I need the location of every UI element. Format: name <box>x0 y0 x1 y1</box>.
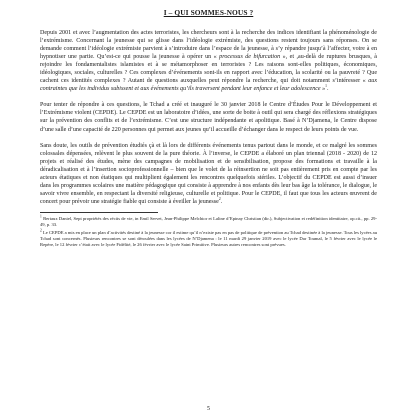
paragraph-prevention <box>40 142 377 206</box>
paragraph-intro-italic: processus de bifurcation <box>219 54 281 61</box>
page-title: I – QUI SOMMES-NOUS ? <box>163 8 254 17</box>
footnote-2-number: 2 <box>40 228 42 233</box>
paragraph-intro-tail: . <box>326 86 329 93</box>
footnote-divider <box>40 212 158 213</box>
footnote-1-text: Bertaux Daniel, Sept propriétés des récits de vie, in Emil Servet, Jean-Philippe Melchior et Laline d’Epinay Christian (dir.), Subjectivation et redéfinition identitaire, op.cit., pp. 29-49, p. 33. <box>40 215 377 227</box>
footnote-1 <box>40 216 377 228</box>
paragraph-prevention-text: Sans doute, les outils de prévention étudiés çà et là lors de différents événements tenus partout dans le monde, et ce malgré les sommes colossales dépensées, relèvent le plus souvent de la pure théorie. À l’inverse, le CEPDE a élaboré un plan triennal (2018 - 2020) de 12 projets et réalisé des études, mène des campagnes de mobilisation et de sensibilisation, propose des formations et travaille à la déradicalisation et à l’insertion socioprofessionnelle – bien que le volet de la réinsertion ne soit pas entièrement pris en compte par les acteurs étatiques et non étatiques qui multiplient également les rencontres quelquefois stériles. L’objectif du CEPDE est aussi d’insuer dans les programmes scolaires une matière pédagogique qui consiste à apprendre à nos enfants dès leur bas âge la tolérance, le dialogue, le savoir vivre ensemble, en respectant la diversité religieuse, culturelle et politique. Pour le CEPDE, il faut que tous les acteurs œuvrent de concert pour prévoir une stratégie fiable qui consiste à éveiller la jeunesse <box>40 142 377 205</box>
paragraph-intro-text-b: , et ,au-delà de ruptures brusques, à rejoindre les fondamentalistes islamistes et à se métamorphoser en terroristes ? Les raisons sont-elles politiques, économiques, idéologiques, sociales, culturelles ? Ces complexes d’événements sont-ils en rapport avec l’éducation, la scolarité ou la pauvreté ? Que cachent ces identités complexes ? Autant de questions auxquelles peut répondre la recherche, qui doit notamment s’intéresser « <box>40 54 377 85</box>
paragraph-intro-quote: aux contraintes que les individus subissent et aux événements qu’ils traversent pendant leur enfance et leur adolescence <box>40 78 377 93</box>
footnote-1-number: 1 <box>40 214 42 219</box>
paragraph-prevention-tail: . <box>220 198 223 205</box>
paragraph-intro: Depuis 2001 et avec l’augmentation des actes terroristes, les chercheurs sont à la recherche des indices identifiant la phénoménologie de l’extrémisme. Concernant la jeunesse qui se glisse dans l’idéologie extrémiste, des questions restent toujours sans réponses. On se demande comment l’idéologie extrémiste parvient à s’introduire dans l’espace de la jeunesse, à s’y répandre jusqu’à l’affecter, voire à en hypnotiser une partie. Qu’est-ce qui pousse la jeunesse à opérer un « processus de bifurcation », et ,au-delà de ruptures brusques, à rejoindre les fondamentalistes islamistes et à se métamorphoser en terroristes ? Les raisons sont-elles politiques, économiques, idéologiques, sociales, culturelles ? Ces complexes d’événements sont-ils en rapport avec l’éducation, la scolarité ou la pauvreté ? Que cachent ces identités complexes ? Autant de questions auxquelles peut répondre la recherche, qui doit notamment s’intéresser « aux contraintes que les individus subissent et aux événements qu’ils traversent pendant leur enfance et leur adolescence »$^1$. <box>40 30 377 93</box>
paragraph-cepde: Pour tenter de répondre à ces questions, le Tchad a créé et inauguré le 30 janvier 2018 le Centre d’Études Pour le Développement et l’Extrémisme violent (CEPDE). Le CEPDE est un laboratoire d’idées, une sorte de boite à outil qui sera chargé des réflexions stratégiques sur la prévention des conflits et de l’extrémisme. C’est une structure indépendante et apolitique. Basé à N’Djamena, le Centre dispose d’une salle d’une capacité de 220 personnes qui permet aux jeunes qu’il accueille d’échanger dans le respect de leurs points de vue. <box>40 102 377 133</box>
footnote-2 <box>40 230 377 248</box>
footnote-2-text: Le CEPDE a mis en place un plan d’activités destiné à la jeunesse cor il estime qu’il n’existe pas en pas de politique de prévention au Tchad destinée à la jeunesse. Tous les lycées au Tchad sont concernés. Plusieurs rencontres se sont déroulées dans les lycées de N’Djamena : le 11 mardi 29 janvier 2019 avec le lycée Dar Toumal, le 5 février avec le lycée le Repère, le 12 février c’était avec le lycée Fidélité, le 26 février avec le lycée Saint Primitive. Plusieurs autres rencontres sont prévues. <box>40 229 377 247</box>
paragraph-intro-quote-end: » <box>320 86 326 93</box>
page-number: 5 <box>207 406 210 412</box>
footnote-ref-2[interactable]: 2 <box>218 196 221 201</box>
paragraph-intro-text: Depuis 2001 et avec l’augmentation des actes terroristes, les chercheurs sont à la recherche des indices identifiant la phénoménologie de l’extrémisme. Concernant la jeunesse qui se glisse dans l’idéologie extrémiste, des questions restent toujours sans réponses. On se demande comment l’idéologie extrémiste parvient à s’introduire dans l’espace de la jeunesse, à s’y répandre jusqu’à l’affecter, voire à en hypnotiser une partie. Qu’est-ce qui pousse la jeunesse à opérer un <box>40 30 377 61</box>
footnote-ref-1[interactable]: 1 <box>325 84 327 89</box>
